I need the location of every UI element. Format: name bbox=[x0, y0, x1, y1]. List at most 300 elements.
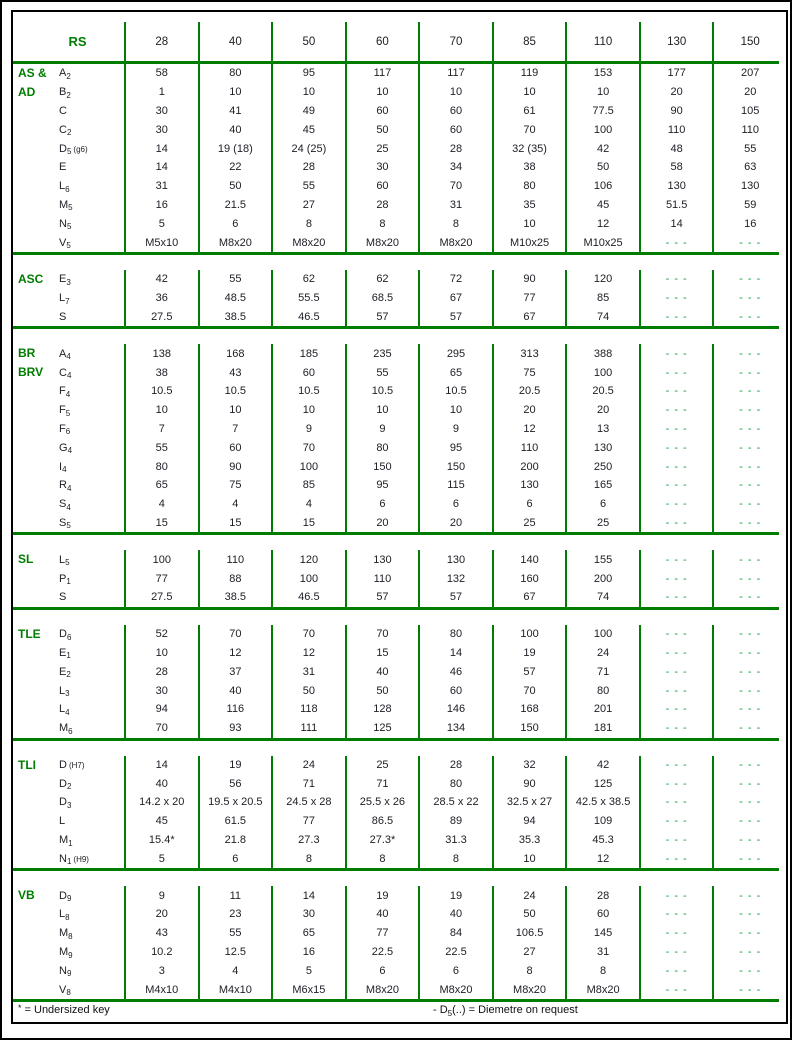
table-cell bbox=[712, 569, 786, 588]
row-label-subscript: 9 bbox=[66, 894, 72, 904]
table-cell: 15 bbox=[271, 514, 345, 533]
row-label bbox=[13, 924, 124, 943]
table-cell: 295 bbox=[418, 344, 492, 363]
row-label-base: S bbox=[59, 498, 67, 511]
table-cell: M8x20 bbox=[418, 980, 492, 999]
row-label bbox=[13, 774, 124, 793]
table-cell bbox=[639, 569, 713, 588]
table-cell: M6x15 bbox=[271, 980, 345, 999]
no-value-dashes: - - - bbox=[739, 796, 762, 809]
table-cell bbox=[712, 495, 786, 514]
table-cell bbox=[712, 382, 786, 401]
row-label bbox=[13, 158, 124, 177]
no-value-dashes: - - - bbox=[665, 553, 688, 566]
no-value-dashes: - - - bbox=[665, 404, 688, 417]
table-cell: 125 bbox=[565, 774, 639, 793]
table-cell bbox=[639, 233, 713, 252]
table-cell: 117 bbox=[345, 64, 419, 83]
table-cell bbox=[639, 849, 713, 868]
table-cell: 110 bbox=[345, 569, 419, 588]
no-value-dashes: - - - bbox=[665, 983, 688, 996]
no-value-dashes: - - - bbox=[665, 815, 688, 828]
table-cell: 22 bbox=[198, 158, 272, 177]
table-cell: 19.5 x 20.5 bbox=[198, 793, 272, 812]
table-cell: 6 bbox=[565, 495, 639, 514]
table-cell: 57 bbox=[418, 308, 492, 327]
table-cell: 165 bbox=[565, 476, 639, 495]
table-cell: 37 bbox=[198, 662, 272, 681]
table-cell: 8 bbox=[565, 961, 639, 980]
table-row bbox=[13, 158, 786, 177]
row-label bbox=[13, 961, 124, 980]
row-label bbox=[13, 401, 124, 420]
table-cell: 8 bbox=[418, 849, 492, 868]
table-cell: 235 bbox=[345, 344, 419, 363]
table-cell: 60 bbox=[418, 102, 492, 121]
no-value-dashes: - - - bbox=[739, 273, 762, 286]
table-row bbox=[13, 64, 786, 83]
row-label-base: M bbox=[59, 198, 69, 211]
table-cell: 8 bbox=[271, 214, 345, 233]
no-value-dashes: - - - bbox=[665, 572, 688, 585]
table-cell bbox=[639, 980, 713, 999]
table-row bbox=[13, 382, 786, 401]
table-cell: 130 bbox=[418, 550, 492, 569]
table-cell: 25 bbox=[345, 756, 419, 775]
no-value-dashes: - - - bbox=[739, 852, 762, 865]
no-value-dashes: - - - bbox=[739, 665, 762, 678]
table-cell: 21.8 bbox=[198, 831, 272, 850]
no-value-dashes: - - - bbox=[665, 758, 688, 771]
table-cell: 110 bbox=[492, 438, 566, 457]
table-cell: 4 bbox=[271, 495, 345, 514]
table-cell: 20 bbox=[418, 514, 492, 533]
table-cell: M8x20 bbox=[198, 233, 272, 252]
table-cell: 55 bbox=[271, 177, 345, 196]
table-cell: 42.5 x 38.5 bbox=[565, 793, 639, 812]
row-label-base: E bbox=[59, 161, 67, 174]
table-row bbox=[13, 457, 786, 476]
table-cell: 80 bbox=[124, 457, 198, 476]
table-cell bbox=[712, 476, 786, 495]
table-cell: 60 bbox=[418, 120, 492, 139]
table-row bbox=[13, 924, 786, 943]
table-row bbox=[13, 550, 786, 569]
no-value-dashes: - - - bbox=[739, 292, 762, 305]
row-label-base: D bbox=[59, 628, 67, 641]
row-label-base: L bbox=[59, 703, 66, 716]
table-cell: 80 bbox=[345, 438, 419, 457]
row-label-subscript: 8 bbox=[65, 912, 70, 922]
table-cell: 90 bbox=[639, 102, 713, 121]
row-label bbox=[13, 308, 124, 327]
row-label-subscript: 2 bbox=[66, 128, 72, 138]
table-cell: 67 bbox=[492, 588, 566, 607]
table-cell: 40 bbox=[124, 774, 198, 793]
table-cell: 38.5 bbox=[198, 588, 272, 607]
no-value-dashes: - - - bbox=[665, 310, 688, 323]
table-cell: 10 bbox=[418, 401, 492, 420]
table-cell: 35.3 bbox=[492, 831, 566, 850]
row-label-subscript: 4 bbox=[66, 502, 71, 512]
table-cell: 22.5 bbox=[418, 943, 492, 962]
row-label-base: N bbox=[59, 964, 67, 977]
table-cell: 10 bbox=[198, 83, 272, 102]
footnote-right-prefix: - D bbox=[433, 1004, 448, 1017]
table-cell: 14 bbox=[271, 886, 345, 905]
table-cell: 30 bbox=[124, 681, 198, 700]
row-label-base: D bbox=[59, 142, 67, 155]
table-cell: 36 bbox=[124, 289, 198, 308]
table-cell: 65 bbox=[418, 363, 492, 382]
table-cell bbox=[712, 625, 786, 644]
table-row bbox=[13, 625, 786, 644]
table-cell bbox=[712, 308, 786, 327]
row-label-base: B bbox=[59, 86, 67, 99]
table-cell: 51.5 bbox=[639, 196, 713, 215]
row-label bbox=[13, 139, 124, 158]
no-value-dashes: - - - bbox=[665, 366, 688, 379]
table-cell: 60 bbox=[345, 177, 419, 196]
table-cell: 40 bbox=[418, 905, 492, 924]
row-label-subscript: 4 bbox=[65, 707, 70, 717]
table-cell: 20 bbox=[124, 905, 198, 924]
table-cell: 10.5 bbox=[271, 382, 345, 401]
table-cell: 70 bbox=[124, 719, 198, 738]
table-cell: 15 bbox=[198, 514, 272, 533]
table-cell: 106.5 bbox=[492, 924, 566, 943]
table-cell: 46.5 bbox=[271, 308, 345, 327]
table-cell: 70 bbox=[198, 625, 272, 644]
table-cell bbox=[639, 831, 713, 850]
table-cell: 12 bbox=[271, 644, 345, 663]
section-tle bbox=[13, 625, 786, 738]
row-label-subscript: 2 bbox=[66, 90, 71, 100]
table-cell: 77 bbox=[271, 812, 345, 831]
table-row bbox=[13, 420, 786, 439]
group-label bbox=[18, 64, 47, 102]
table-row bbox=[13, 270, 786, 289]
table-cell: 30 bbox=[345, 158, 419, 177]
table-row bbox=[13, 495, 786, 514]
row-label-subscript: 4 bbox=[67, 446, 73, 456]
row-label-base: V bbox=[59, 236, 67, 249]
table-cell: 80 bbox=[418, 625, 492, 644]
no-value-dashes: - - - bbox=[665, 498, 688, 511]
table-cell: 70 bbox=[492, 120, 566, 139]
table-cell: 132 bbox=[418, 569, 492, 588]
table-cell: 20.5 bbox=[565, 382, 639, 401]
row-label-base: L bbox=[59, 908, 66, 921]
table-cell: 71 bbox=[271, 774, 345, 793]
row-label-base: I bbox=[59, 460, 63, 473]
row-label-note: (H9) bbox=[73, 855, 89, 865]
row-label bbox=[13, 420, 124, 439]
table-cell bbox=[712, 719, 786, 738]
row-label-subscript: 3 bbox=[65, 689, 70, 698]
table-cell: 50 bbox=[345, 120, 419, 139]
table-cell: 60 bbox=[345, 102, 419, 121]
section-as-ad bbox=[13, 64, 786, 252]
table-cell: 55 bbox=[345, 363, 419, 382]
table-cell: 4 bbox=[198, 961, 272, 980]
row-label-subscript: 5 bbox=[66, 241, 71, 251]
table-cell: 27 bbox=[271, 196, 345, 215]
table-cell bbox=[712, 233, 786, 252]
table-cell: 10 bbox=[492, 214, 566, 233]
row-label-subscript: 4 bbox=[66, 371, 72, 381]
table-cell: 31 bbox=[271, 662, 345, 681]
table-cell bbox=[712, 401, 786, 420]
table-cell: 10 bbox=[271, 401, 345, 420]
no-value-dashes: - - - bbox=[665, 347, 688, 360]
row-label-subscript: 2 bbox=[66, 71, 71, 81]
section-sl bbox=[13, 550, 786, 606]
table-cell: 46 bbox=[418, 662, 492, 681]
table-cell: 74 bbox=[565, 588, 639, 607]
row-label-base: F bbox=[59, 404, 66, 417]
table-cell: 10.2 bbox=[124, 943, 198, 962]
row-label-subscript: 9 bbox=[68, 950, 73, 960]
table-cell: 119 bbox=[492, 64, 566, 83]
table-cell bbox=[712, 438, 786, 457]
no-value-dashes: - - - bbox=[665, 236, 688, 249]
no-value-dashes: - - - bbox=[739, 777, 762, 790]
group-label bbox=[18, 756, 36, 775]
no-value-dashes: - - - bbox=[665, 889, 688, 902]
table-cell bbox=[712, 588, 786, 607]
table-cell: 57 bbox=[345, 308, 419, 327]
table-cell: 10.5 bbox=[124, 382, 198, 401]
row-label bbox=[13, 476, 124, 495]
table-cell: 16 bbox=[271, 943, 345, 962]
group-label-line: TLE bbox=[18, 626, 41, 641]
row-label-base: C bbox=[59, 104, 67, 117]
table-cell bbox=[712, 344, 786, 363]
table-cell: 14 bbox=[124, 158, 198, 177]
table-cell bbox=[639, 886, 713, 905]
table-cell: M8x20 bbox=[271, 233, 345, 252]
no-value-dashes: - - - bbox=[665, 273, 688, 286]
table-cell: 12 bbox=[565, 849, 639, 868]
no-value-dashes: - - - bbox=[665, 703, 688, 716]
table-cell: 71 bbox=[345, 774, 419, 793]
table-cell: 1 bbox=[124, 83, 198, 102]
section-asc bbox=[13, 270, 786, 326]
table-cell bbox=[712, 514, 786, 533]
row-label-subscript: 5 bbox=[65, 408, 71, 418]
row-label bbox=[13, 495, 124, 514]
table-cell: 118 bbox=[271, 700, 345, 719]
table-cell: 24 bbox=[492, 886, 566, 905]
table-cell: 65 bbox=[124, 476, 198, 495]
table-cell: 10 bbox=[345, 83, 419, 102]
table-cell: 117 bbox=[418, 64, 492, 83]
table-cell: 77 bbox=[124, 569, 198, 588]
no-value-dashes: - - - bbox=[739, 908, 762, 921]
row-label-base: L bbox=[59, 292, 66, 305]
row-label-note: (H7) bbox=[68, 761, 85, 771]
table-row bbox=[13, 756, 786, 775]
table-row bbox=[13, 681, 786, 700]
group-label-line: VB bbox=[18, 888, 35, 903]
table-cell: 100 bbox=[271, 457, 345, 476]
table-row bbox=[13, 83, 786, 102]
table-cell: 70 bbox=[345, 625, 419, 644]
footnote-diameter-on-request bbox=[433, 1002, 578, 1018]
no-value-dashes: - - - bbox=[739, 964, 762, 977]
table-cell: 4 bbox=[124, 495, 198, 514]
no-value-dashes: - - - bbox=[665, 964, 688, 977]
table-cell: 95 bbox=[271, 64, 345, 83]
table-cell: 10 bbox=[271, 83, 345, 102]
table-cell bbox=[712, 924, 786, 943]
table-cell bbox=[639, 401, 713, 420]
row-label bbox=[13, 120, 124, 139]
table-cell: 20 bbox=[492, 401, 566, 420]
table-cell: 50 bbox=[271, 681, 345, 700]
table-cell: 27 bbox=[492, 943, 566, 962]
table-cell bbox=[712, 457, 786, 476]
row-label bbox=[13, 588, 124, 607]
table-cell bbox=[712, 700, 786, 719]
row-label bbox=[13, 812, 124, 831]
table-cell: 10 bbox=[492, 83, 566, 102]
table-cell: 67 bbox=[418, 289, 492, 308]
table-cell: 68.5 bbox=[345, 289, 419, 308]
table-cell bbox=[712, 961, 786, 980]
table-cell bbox=[712, 644, 786, 663]
table-cell: 41 bbox=[198, 102, 272, 121]
table-cell: 50 bbox=[565, 158, 639, 177]
table-cell: 125 bbox=[345, 719, 419, 738]
table-cell: 19 (18) bbox=[198, 139, 272, 158]
table-cell: 24.5 x 28 bbox=[271, 793, 345, 812]
table-cell: 7 bbox=[198, 420, 272, 439]
table-cell bbox=[712, 420, 786, 439]
row-label bbox=[13, 943, 124, 962]
table-cell: 12.5 bbox=[198, 943, 272, 962]
table-cell: 150 bbox=[418, 457, 492, 476]
row-label-subscript: 4 bbox=[66, 483, 72, 493]
table-cell: 110 bbox=[639, 120, 713, 139]
row-label-subscript: 6 bbox=[66, 632, 72, 642]
table-cell: 10 bbox=[492, 849, 566, 868]
column-header-size-50: 50 bbox=[271, 22, 345, 61]
table-row bbox=[13, 849, 786, 868]
table-cell: 20 bbox=[345, 514, 419, 533]
table-cell: 59 bbox=[712, 196, 786, 215]
table-cell bbox=[712, 831, 786, 850]
table-cell: 24 bbox=[565, 644, 639, 663]
table-cell: 38 bbox=[492, 158, 566, 177]
row-label-subscript: 1 bbox=[68, 838, 73, 848]
table-cell bbox=[712, 812, 786, 831]
table-cell: 58 bbox=[124, 64, 198, 83]
table-cell: 45 bbox=[565, 196, 639, 215]
group-label-line: TLI bbox=[18, 757, 36, 772]
table-cell: 140 bbox=[492, 550, 566, 569]
table-cell: 8 bbox=[418, 214, 492, 233]
section-rule bbox=[13, 868, 779, 871]
table-cell: 75 bbox=[492, 363, 566, 382]
no-value-dashes: - - - bbox=[739, 572, 762, 585]
table-cell: 110 bbox=[712, 120, 786, 139]
table-cell: 9 bbox=[345, 420, 419, 439]
table-row bbox=[13, 289, 786, 308]
table-cell: 42 bbox=[565, 756, 639, 775]
no-value-dashes: - - - bbox=[739, 983, 762, 996]
table-cell: 34 bbox=[418, 158, 492, 177]
row-label-subscript: 4 bbox=[62, 465, 67, 475]
table-cell: 9 bbox=[271, 420, 345, 439]
table-row bbox=[13, 719, 786, 738]
table-cell: 11 bbox=[198, 886, 272, 905]
table-cell bbox=[639, 495, 713, 514]
no-value-dashes: - - - bbox=[665, 684, 688, 697]
row-label-subscript: 1 bbox=[66, 857, 72, 867]
table-cell: 65 bbox=[271, 924, 345, 943]
no-value-dashes: - - - bbox=[739, 385, 762, 398]
table-cell: 90 bbox=[198, 457, 272, 476]
table-cell: 28.5 x 22 bbox=[418, 793, 492, 812]
table-cell bbox=[639, 924, 713, 943]
table-cell: 168 bbox=[492, 700, 566, 719]
no-value-dashes: - - - bbox=[739, 946, 762, 959]
table-cell bbox=[712, 905, 786, 924]
table-cell: 20 bbox=[712, 83, 786, 102]
table-row bbox=[13, 980, 786, 999]
footnote-right-suffix: (..) = Diemetre on request bbox=[452, 1004, 578, 1017]
table-cell: 63 bbox=[712, 158, 786, 177]
table-cell bbox=[712, 849, 786, 868]
table-cell: 46.5 bbox=[271, 588, 345, 607]
table-cell bbox=[712, 943, 786, 962]
table-cell: 43 bbox=[198, 363, 272, 382]
table-cell bbox=[639, 662, 713, 681]
row-label-base: M bbox=[59, 834, 69, 847]
table-cell: 75 bbox=[198, 476, 272, 495]
table-cell: 61.5 bbox=[198, 812, 272, 831]
table-cell: 10.5 bbox=[198, 382, 272, 401]
table-cell: 80 bbox=[492, 177, 566, 196]
table-cell: 6 bbox=[345, 961, 419, 980]
table-cell: 100 bbox=[565, 363, 639, 382]
table-cell: 31.3 bbox=[418, 831, 492, 850]
table-cell: 40 bbox=[345, 662, 419, 681]
table-cell: 12 bbox=[492, 420, 566, 439]
table-cell: 28 bbox=[418, 756, 492, 775]
table-row bbox=[13, 905, 786, 924]
row-label-base: L bbox=[59, 815, 66, 828]
table-cell: 5 bbox=[124, 214, 198, 233]
table-cell: 134 bbox=[418, 719, 492, 738]
row-label-base: C bbox=[59, 366, 67, 379]
row-label-subscript: 7 bbox=[65, 296, 70, 306]
table-cell: 49 bbox=[271, 102, 345, 121]
table-cell: 14.2 x 20 bbox=[124, 793, 198, 812]
table-cell bbox=[639, 905, 713, 924]
table-cell: M4x10 bbox=[124, 980, 198, 999]
row-label-base: R bbox=[59, 479, 67, 492]
table-row bbox=[13, 961, 786, 980]
row-label-subscript: 1 bbox=[66, 577, 71, 587]
row-label-subscript: 5 bbox=[68, 203, 73, 213]
table-cell: M8x20 bbox=[418, 233, 492, 252]
table-cell: 60 bbox=[418, 681, 492, 700]
row-label bbox=[13, 214, 124, 233]
row-label-subscript: 6 bbox=[68, 726, 73, 736]
